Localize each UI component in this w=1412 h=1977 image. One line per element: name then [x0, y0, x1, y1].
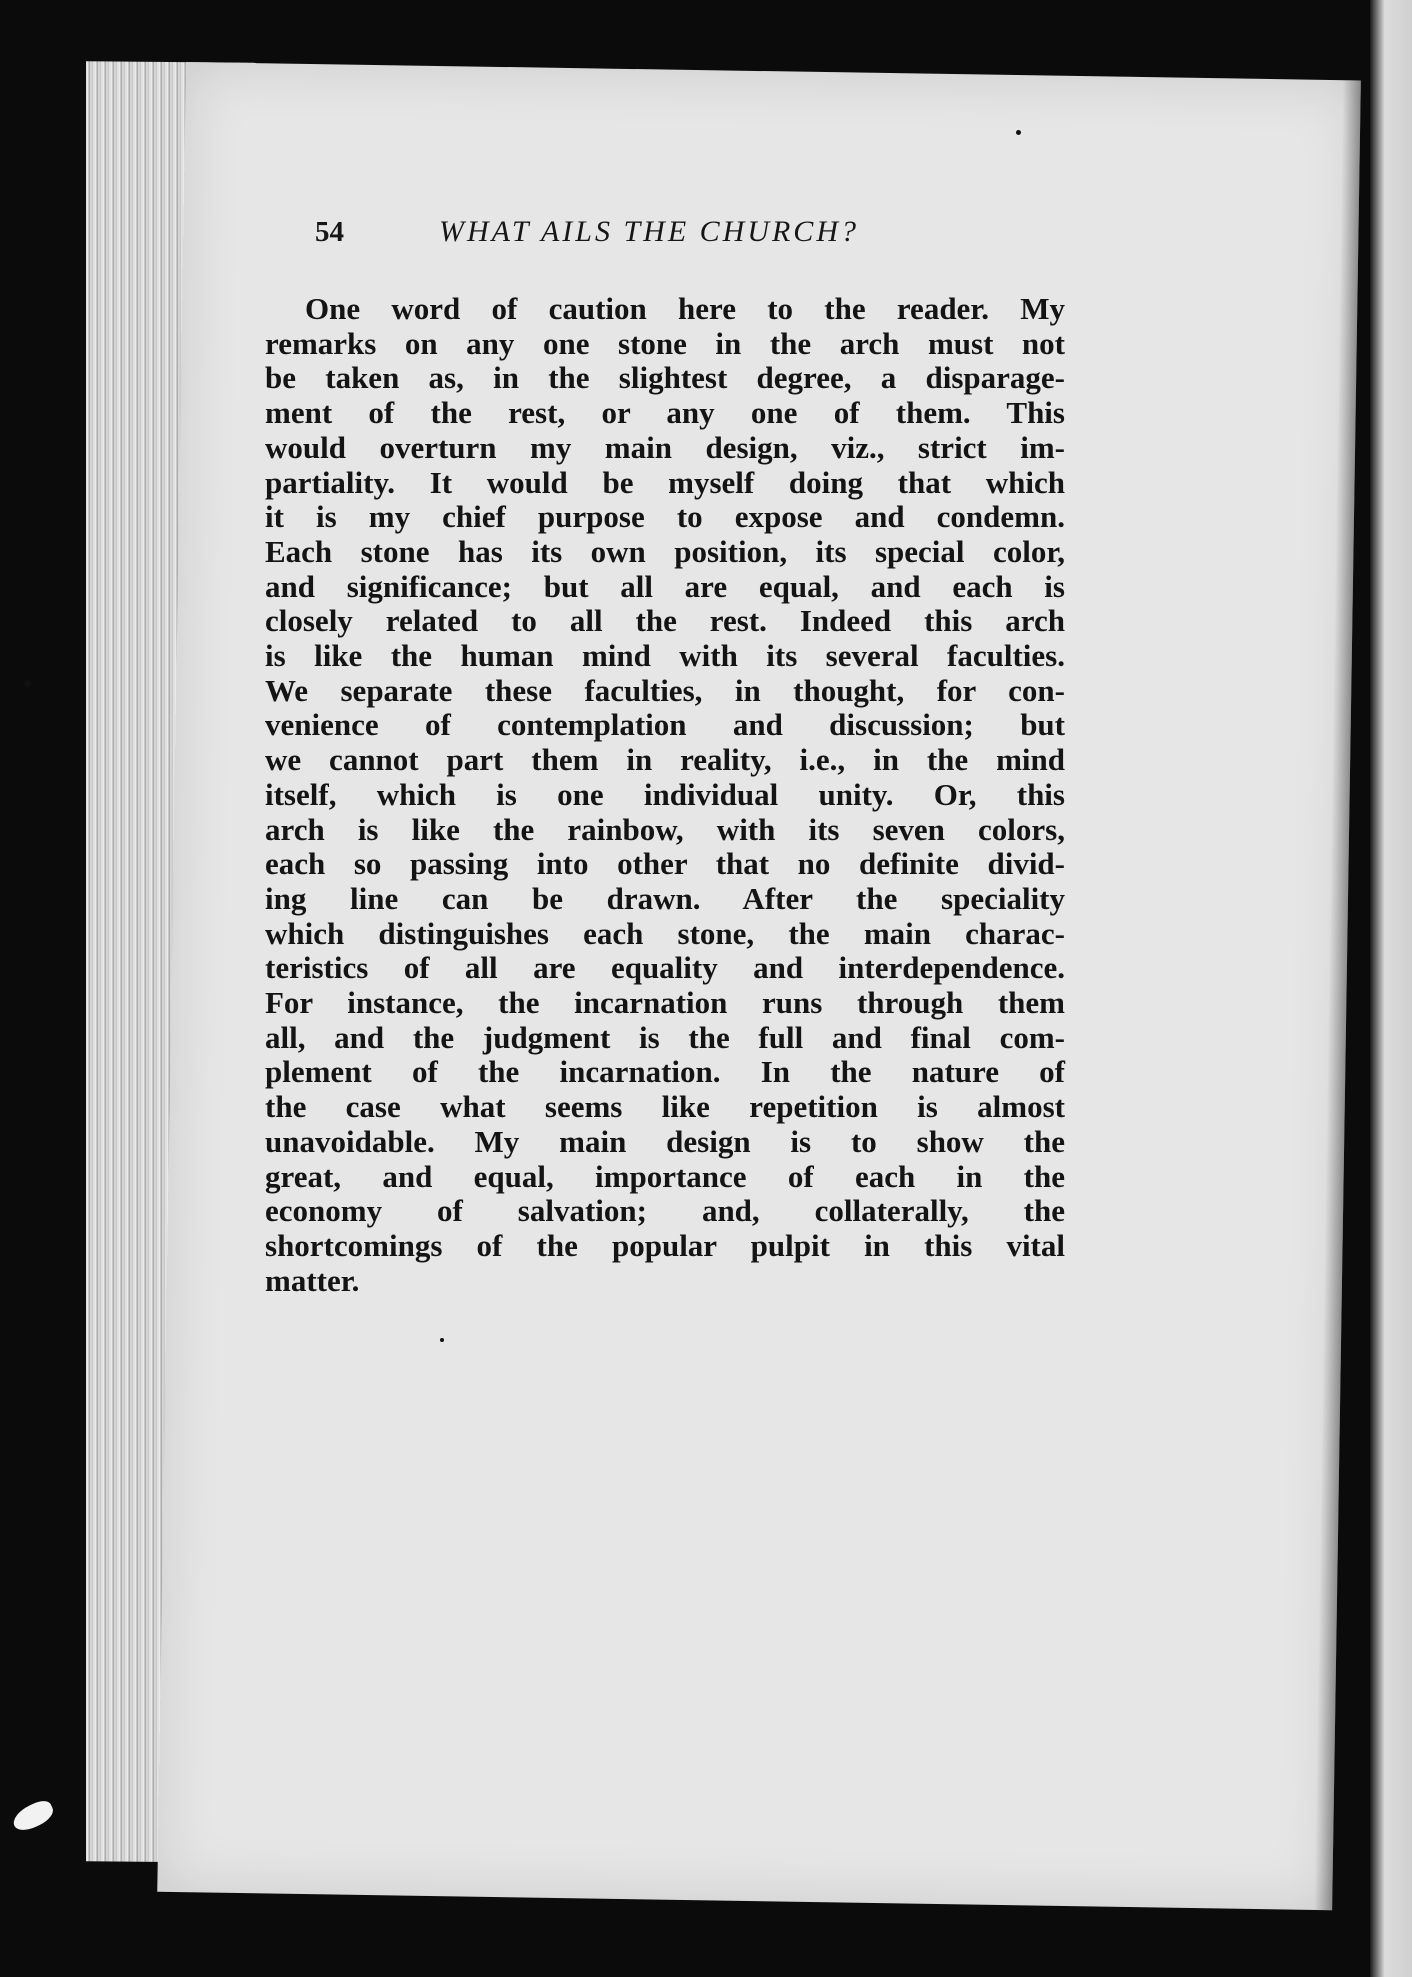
- text-line: shortcomings of the popular pulpit in this vital: [265, 1227, 1065, 1263]
- text-line: arch is like the rainbow, with its seven colors,: [265, 811, 1065, 847]
- text-line: be taken as, in the slightest degree, a disparage-: [265, 360, 1065, 396]
- text-line: each so passing into other that no definite divid-: [265, 846, 1065, 882]
- text-line: great, and equal, importance of each in the: [265, 1158, 1065, 1194]
- text-line: the case what seems like repetition is almost: [265, 1089, 1065, 1125]
- text-line: One word of caution here to the reader. My: [305, 291, 1065, 326]
- facing-page-edge: [1370, 0, 1412, 1977]
- page-number: 54: [315, 216, 344, 248]
- running-title: WHAT AILS THE CHURCH?: [439, 215, 859, 248]
- dust-speck: [24, 680, 31, 687]
- text-line: plement of the incarnation. In the nature of: [265, 1054, 1065, 1090]
- text-line: which distinguishes each stone, the main charac-: [265, 915, 1065, 951]
- text-line: closely related to all the rest. Indeed this arch: [265, 603, 1065, 639]
- dust-speck: [440, 1338, 444, 1342]
- text-line: is like the human mind with its several faculties.: [265, 638, 1065, 674]
- text-line: ing line can be drawn. After the speciality: [265, 880, 1065, 916]
- text-line: matter.: [265, 1262, 360, 1298]
- text-line: Each stone has its own position, its special color,: [265, 533, 1065, 569]
- body-text: [265, 292, 1065, 1298]
- text-line: economy of salvation; and, collaterally, the: [265, 1193, 1065, 1229]
- text-line: would overturn my main design, viz., strict im-: [265, 429, 1065, 465]
- text-line: it is my chief purpose to expose and condemn.: [265, 499, 1065, 535]
- running-head: [315, 215, 1215, 249]
- text-line: For instance, the incarnation runs through them: [265, 985, 1065, 1021]
- text-line: all, and the judgment is the full and final com-: [265, 1019, 1065, 1055]
- text-line: and significance; but all are equal, and each is: [265, 568, 1065, 604]
- text-line: we cannot part them in reality, i.e., in the mind: [265, 742, 1065, 778]
- text-line: itself, which is one individual unity. Or, this: [265, 776, 1065, 812]
- text-line: partiality. It would be myself doing that which: [265, 464, 1065, 500]
- scan-artifact: [9, 1797, 56, 1835]
- text-line: teristics of all are equality and interdependence.: [265, 950, 1065, 986]
- dust-speck: [1016, 130, 1021, 135]
- text-line: venience of contemplation and discussion; but: [265, 707, 1065, 743]
- text-line: ment of the rest, or any one of them. This: [265, 395, 1065, 431]
- text-line: unavoidable. My main design is to show the: [265, 1123, 1065, 1159]
- text-line: remarks on any one stone in the arch must not: [265, 325, 1065, 361]
- text-line: We separate these faculties, in thought, for con-: [265, 672, 1065, 708]
